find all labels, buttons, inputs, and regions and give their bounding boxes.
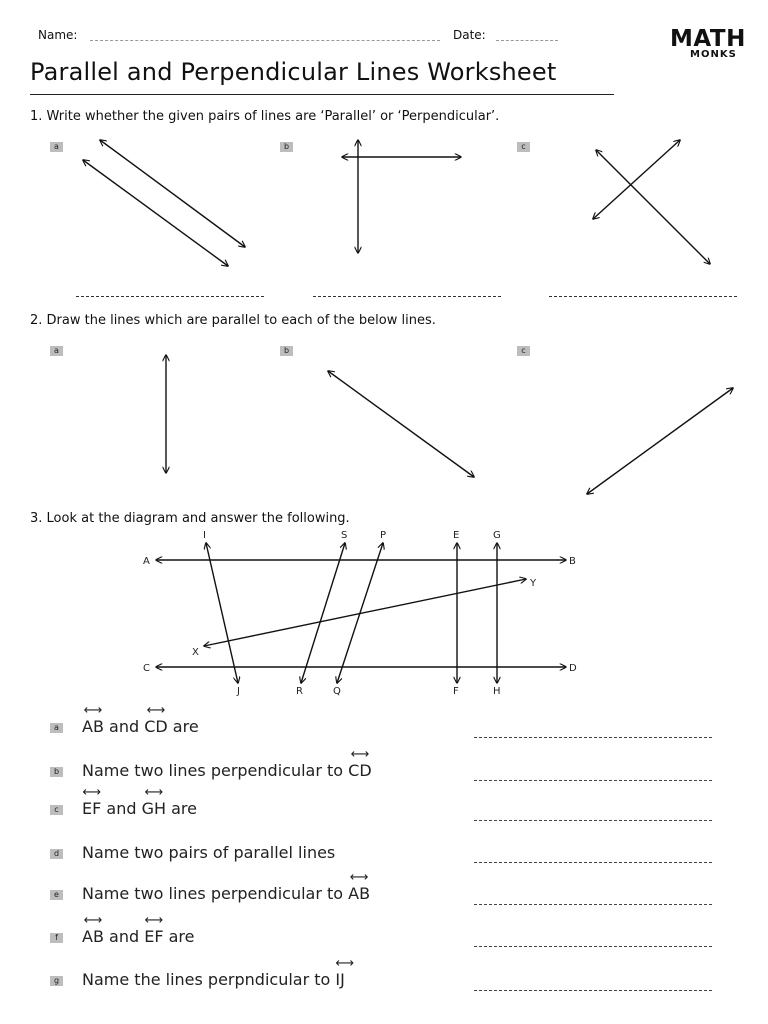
q3c-seg2: ⟷ GH <box>142 799 166 818</box>
point-x: X <box>192 647 199 658</box>
q3-tag-c: c <box>50 805 63 815</box>
q3e-seg1: ⟷ AB <box>348 884 370 903</box>
line-xy <box>204 579 526 646</box>
q1-tag-c: c <box>517 142 530 152</box>
q1-tag-a: a <box>50 142 63 152</box>
question-1: 1. Write whether the given pairs of lines are ‘Parallel’ or ‘Perpendicular’. <box>30 109 500 124</box>
q1a-answer[interactable] <box>76 296 264 297</box>
q3e-text: Name two lines perpendicular to ⟷ AB <box>82 884 370 903</box>
q1c-line-2 <box>593 140 680 219</box>
point-g: G <box>493 530 501 541</box>
q2-tag-a: a <box>50 346 63 356</box>
point-d: D <box>569 663 577 674</box>
point-q: Q <box>333 686 341 697</box>
q2c-line <box>587 388 733 494</box>
q3e-answer[interactable] <box>474 904 712 905</box>
q3a-seg2: ⟷ CD <box>144 717 168 736</box>
q3a-answer[interactable] <box>474 737 712 738</box>
q2-tag-b: b <box>280 346 293 356</box>
q3b-text: Name two lines perpendicular to ⟷ CD <box>82 761 372 780</box>
q3g-answer[interactable] <box>474 990 712 991</box>
q3f-seg2: ⟷ EF <box>144 927 163 946</box>
logo-monks: MONKS <box>690 49 737 60</box>
q1c-line-1 <box>596 150 710 264</box>
q3d-answer[interactable] <box>474 862 712 863</box>
q3f-answer[interactable] <box>474 946 712 947</box>
date-label: Date: <box>453 28 486 42</box>
point-y: Y <box>530 578 537 589</box>
point-r: R <box>296 686 303 697</box>
q3b-seg1: ⟷ CD <box>348 761 372 780</box>
q3f-text: ⟷ AB and ⟷ EF are <box>82 927 194 946</box>
q3c-text: ⟷ EF and ⟷ GH are <box>82 799 197 818</box>
q1a-line-2 <box>83 160 228 266</box>
q3c-answer[interactable] <box>474 820 712 821</box>
q2b-line <box>328 371 474 477</box>
point-h: H <box>493 686 501 697</box>
q3d-text: Name two pairs of parallel lines <box>82 843 336 862</box>
q3-tag-f: f <box>50 933 63 943</box>
q1-tag-b: b <box>280 142 293 152</box>
logo-math: MATH <box>670 26 746 52</box>
q3-tag-d: d <box>50 849 63 859</box>
q3-tag-b: b <box>50 767 63 777</box>
q1a-line-1 <box>100 140 245 247</box>
q2-tag-c: c <box>517 346 530 356</box>
question-3: 3. Look at the diagram and answer the following. <box>30 511 350 526</box>
q1b-answer[interactable] <box>313 296 501 297</box>
q3-tag-a: a <box>50 723 63 733</box>
q1c-answer[interactable] <box>549 296 737 297</box>
q3f-seg1: ⟷ AB <box>82 927 104 946</box>
point-p: P <box>380 530 387 541</box>
point-f: F <box>453 686 459 697</box>
q3b-answer[interactable] <box>474 780 712 781</box>
line-ij <box>206 543 238 683</box>
q3g-seg1: ⟷ IJ <box>335 970 344 989</box>
q3c-seg1: ⟷ EF <box>82 799 101 818</box>
q3-tag-e: e <box>50 890 63 900</box>
point-a: A <box>143 556 150 567</box>
name-label: Name: <box>38 28 78 42</box>
page-title: Parallel and Perpendicular Lines Worksheet <box>30 58 557 86</box>
point-b: B <box>569 556 576 567</box>
line-sr <box>301 543 345 683</box>
point-i: I <box>203 530 206 541</box>
question-2: 2. Draw the lines which are parallel to each of the below lines. <box>30 313 436 328</box>
point-c: C <box>143 663 150 674</box>
q3a-text: ⟷ AB and ⟷ CD are <box>82 717 199 736</box>
q3a-seg1: ⟷ AB <box>82 717 104 736</box>
q3g-text: Name the lines perpndicular to ⟷ IJ <box>82 970 345 989</box>
point-s: S <box>341 530 348 541</box>
q3-tag-g: g <box>50 976 63 986</box>
point-j: J <box>237 686 240 697</box>
point-e: E <box>453 530 460 541</box>
